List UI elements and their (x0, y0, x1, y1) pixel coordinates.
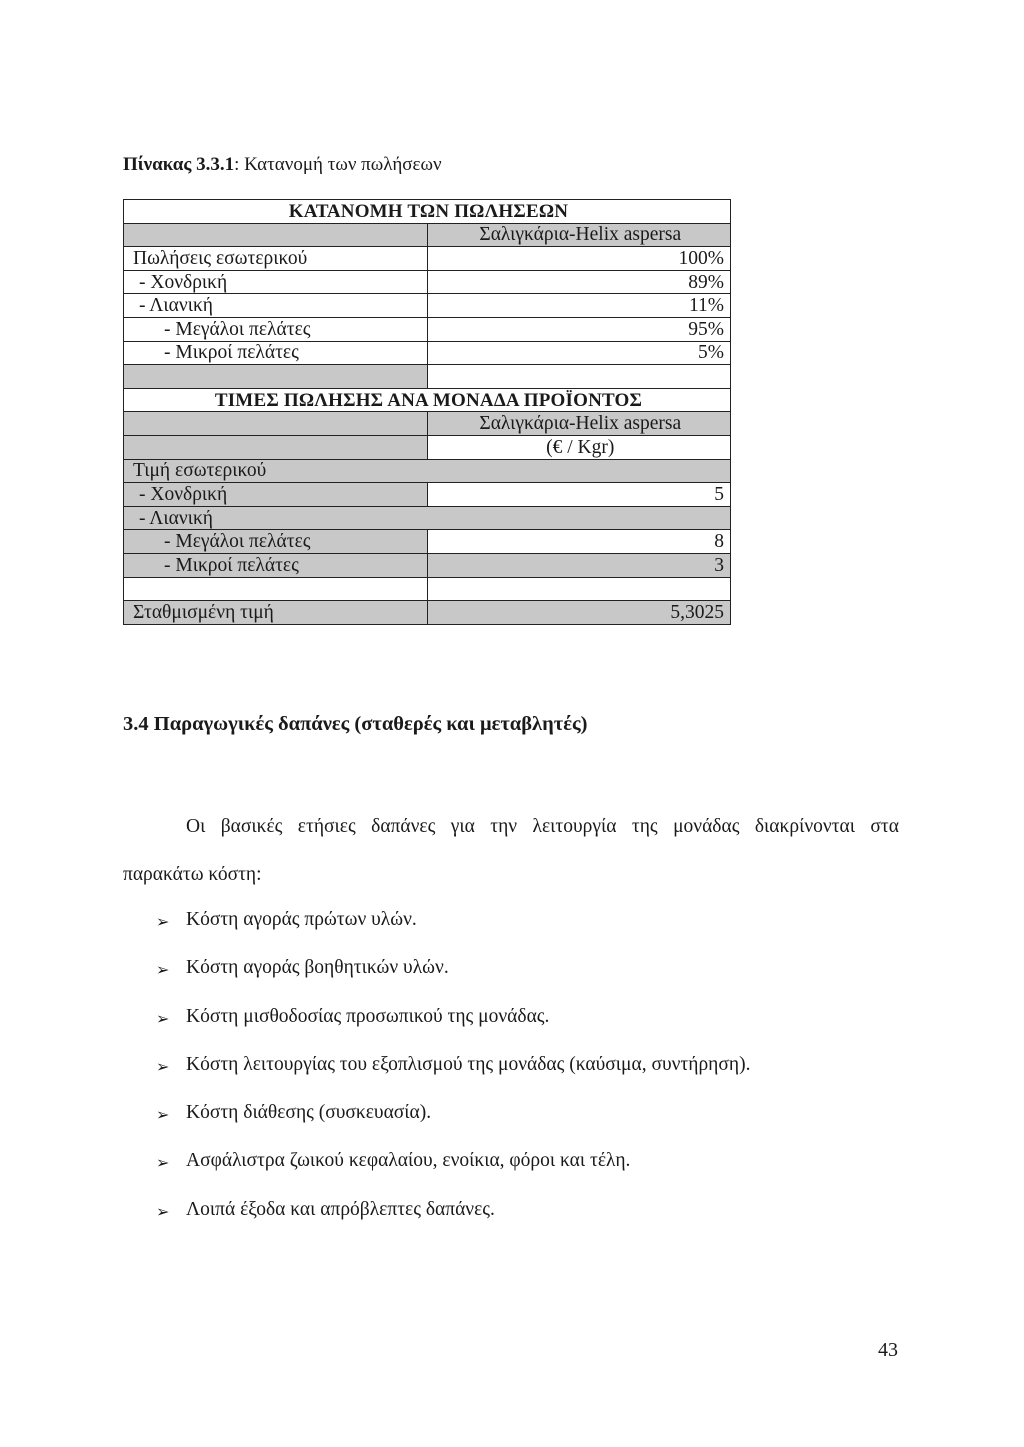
row-label: - Χονδρική (124, 270, 428, 294)
paragraph-line-2: παρακάτω κόστη: (123, 864, 262, 885)
table-row (124, 577, 731, 601)
table-row (124, 601, 731, 625)
table-row (124, 553, 731, 577)
list-item-text: Κόστη μισθοδοσίας προσωπικού της μονάδας. (186, 1005, 550, 1027)
row-value: 89% (427, 270, 731, 294)
table-caption (123, 154, 442, 176)
row-value: 95% (427, 317, 731, 341)
section-title: 3.4 Παραγωγικές δαπάνες (σταθερές και μεταβλητές) (123, 713, 588, 735)
row-label: - Χονδρική (124, 483, 428, 507)
list-item-text: Λοιπά έξοδα και απρόβλεπτες δαπάνες. (186, 1198, 495, 1220)
row-label: - Μεγάλοι πελάτες (124, 530, 428, 554)
weighted-price-label: Σταθμισμένη τιμή (124, 601, 428, 625)
table-row (124, 247, 731, 271)
list-item-text: Κόστη λειτουργίας του εξοπλισμού της μονάδας (καύσιμα, συντήρηση). (186, 1053, 751, 1075)
row-label: Πωλήσεις εσωτερικού (124, 247, 428, 271)
table-row (124, 223, 731, 247)
row-label: - Λιανική (124, 506, 428, 530)
caption-label: Πίνακας 3.3.1 (123, 154, 235, 175)
row-label: - Μεγάλοι πελάτες (124, 317, 428, 341)
table-row (124, 270, 731, 294)
table-row (124, 530, 731, 554)
empty-cell (124, 223, 428, 247)
empty-cell (124, 412, 428, 436)
list-item-text: Κόστη αγοράς πρώτων υλών. (186, 909, 417, 930)
list-item (156, 1199, 750, 1247)
cost-list (156, 909, 750, 1247)
price-product-name: Σαλιγκάρια-Helix aspersa (427, 412, 731, 436)
table-row (124, 341, 731, 365)
row-label: - Μικροί πελάτες (124, 553, 428, 577)
product-name: Σαλιγκάρια-Helix aspersa (427, 223, 731, 247)
empty-cell (427, 365, 731, 389)
row-value: 5 (427, 483, 731, 507)
row-value: 11% (427, 294, 731, 318)
row-label: - Μικροί πελάτες (124, 341, 428, 365)
row-value: 100% (427, 247, 731, 271)
arrow-bullet-icon: ➢ (156, 1008, 170, 1028)
row-value (427, 506, 731, 530)
table-row (124, 365, 731, 389)
weighted-price-value: 5,3025 (427, 601, 731, 625)
list-item-text: Κόστη διάθεσης (συσκευασία). (186, 1102, 432, 1124)
paragraph-line-1: Οι βασικές ετήσιες δαπάνες για την λειτουργία της μονάδας διακρίνονται στα (186, 816, 899, 837)
row-label: Τιμή εσωτερικού (124, 459, 428, 483)
table-row (124, 294, 731, 318)
caption-text: : Κατανομή των πωλήσεων (234, 154, 442, 175)
row-value (427, 459, 731, 483)
list-item (156, 1102, 750, 1150)
arrow-bullet-icon: ➢ (156, 1201, 170, 1221)
row-label: - Λιανική (124, 294, 428, 318)
list-item (156, 909, 750, 957)
table-row (124, 435, 731, 459)
empty-cell (124, 435, 428, 459)
table-row (124, 459, 731, 483)
list-item (156, 1006, 750, 1054)
page-number: 43 (878, 1339, 898, 1361)
sales-distribution-table (123, 199, 731, 625)
table-row (124, 388, 731, 412)
list-item (156, 1054, 750, 1102)
row-value: 3 (427, 553, 731, 577)
empty-cell (124, 365, 428, 389)
table-row (124, 483, 731, 507)
arrow-bullet-icon: ➢ (156, 1153, 170, 1173)
table-row (124, 412, 731, 436)
table-row (124, 317, 731, 341)
arrow-bullet-icon: ➢ (156, 1105, 170, 1125)
price-unit: (€ / Kgr) (427, 435, 731, 459)
empty-cell (427, 577, 731, 601)
empty-cell (124, 577, 428, 601)
arrow-bullet-icon: ➢ (156, 1056, 170, 1076)
row-value: 5% (427, 341, 731, 365)
list-item-text: Κόστη αγοράς βοηθητικών υλών. (186, 957, 449, 979)
price-header: ΤΙΜΕΣ ΠΩΛΗΣΗΣ ΑΝΑ ΜΟΝΑΔΑ ΠΡΟΪΟΝΤΟΣ (124, 388, 731, 412)
arrow-bullet-icon: ➢ (156, 960, 170, 980)
table-row (124, 200, 731, 224)
table-row (124, 506, 731, 530)
row-value: 8 (427, 530, 731, 554)
list-item (156, 957, 750, 1005)
list-item (156, 1150, 750, 1198)
list-item-text: Ασφάλιστρα ζωικού κεφαλαίου, ενοίκια, φόροι και τέλη. (186, 1150, 631, 1172)
arrow-bullet-icon: ➢ (156, 912, 170, 931)
sales-header: ΚΑΤΑΝΟΜΗ ΤΩΝ ΠΩΛΗΣΕΩΝ (124, 200, 731, 224)
